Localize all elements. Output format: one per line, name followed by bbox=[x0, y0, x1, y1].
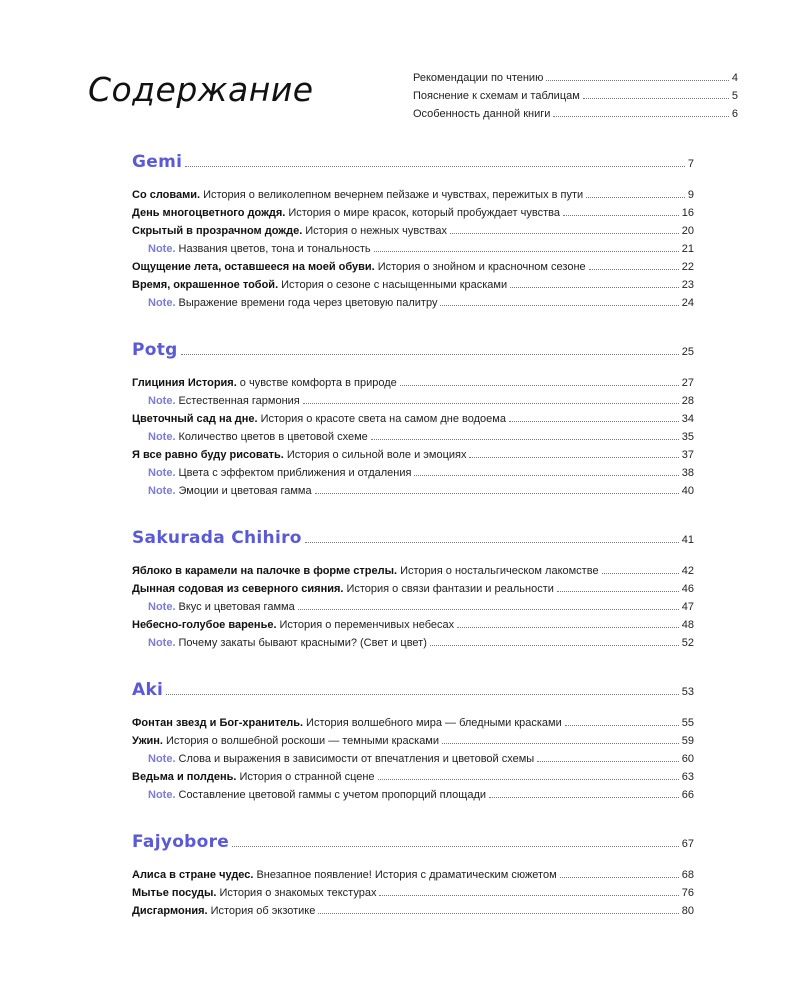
section-page: 67 bbox=[681, 838, 694, 850]
section-heading[interactable] bbox=[132, 680, 694, 710]
note-entry[interactable] bbox=[132, 482, 694, 500]
toc-section bbox=[132, 340, 694, 500]
entry-list bbox=[132, 714, 694, 804]
intro-item-page: 6 bbox=[731, 108, 738, 120]
entry-description: История о мире красок, который пробуждает чувства bbox=[288, 207, 560, 219]
toc-entry[interactable] bbox=[132, 410, 694, 428]
entry-title: Note. bbox=[148, 395, 176, 407]
note-entry[interactable] bbox=[132, 240, 694, 258]
dot-leader bbox=[400, 385, 679, 386]
entry-description: Естественная гармония bbox=[178, 395, 300, 407]
entry-title: Note. bbox=[148, 485, 176, 497]
entry-description: Названия цветов, тона и тональность bbox=[178, 243, 371, 255]
entry-description: Почему закаты бывают красными? (Свет и цвет) bbox=[178, 637, 427, 649]
entry-page: 42 bbox=[681, 565, 694, 577]
entry-description: История о красоте света на самом дне водоема bbox=[260, 413, 506, 425]
entry-title: Цветочный сад на дне. bbox=[132, 413, 258, 425]
toc-entry[interactable] bbox=[132, 258, 694, 276]
dot-leader bbox=[602, 573, 679, 574]
dot-leader bbox=[586, 197, 685, 198]
entry-page: 35 bbox=[681, 431, 694, 443]
section-name: Sakurada Chihiro bbox=[132, 528, 302, 548]
dot-leader bbox=[315, 493, 679, 494]
dot-leader bbox=[557, 591, 679, 592]
dot-leader bbox=[546, 80, 729, 81]
dot-leader bbox=[469, 457, 678, 458]
entry-description: История о знойном и красночном сезоне bbox=[377, 261, 586, 273]
entry-title: Алиса в стране чудес. bbox=[132, 869, 254, 881]
note-entry[interactable] bbox=[132, 598, 694, 616]
entry-page: 52 bbox=[681, 637, 694, 649]
toc-entry[interactable] bbox=[132, 714, 694, 732]
entry-description: Количество цветов в цветовой схеме bbox=[178, 431, 368, 443]
dot-leader bbox=[181, 354, 679, 355]
toc-entry[interactable] bbox=[132, 902, 694, 920]
entry-description: Составление цветовой гаммы с учетом пропорций площади bbox=[178, 789, 487, 801]
entry-description: История о нежных чувствах bbox=[305, 225, 447, 237]
entry-description: Вкус и цветовая гамма bbox=[178, 601, 295, 613]
entry-title: День многоцветного дождя. bbox=[132, 207, 286, 219]
entry-description: Слова и выражения в зависимости от впечатления и цветовой схемы bbox=[178, 753, 535, 765]
entry-title: Ведьма и полдень. bbox=[132, 771, 237, 783]
entry-description: Внезапное появление! История с драматическим сюжетом bbox=[256, 869, 557, 881]
entry-page: 21 bbox=[681, 243, 694, 255]
dot-leader bbox=[440, 305, 678, 306]
intro-item-page: 4 bbox=[731, 72, 738, 84]
toc-entry[interactable] bbox=[132, 276, 694, 294]
toc-entry[interactable] bbox=[132, 616, 694, 634]
dot-leader bbox=[185, 166, 685, 167]
dot-leader bbox=[560, 877, 679, 878]
entry-title: Дынная содовая из северного сияния. bbox=[132, 583, 344, 595]
note-entry[interactable] bbox=[132, 786, 694, 804]
entry-page: 27 bbox=[681, 377, 694, 389]
toc-section bbox=[132, 528, 694, 652]
entry-page: 38 bbox=[681, 467, 694, 479]
dot-leader bbox=[537, 761, 679, 762]
dot-leader bbox=[371, 439, 679, 440]
entry-page: 9 bbox=[687, 189, 694, 201]
note-entry[interactable] bbox=[132, 294, 694, 312]
entry-description: История об экзотике bbox=[210, 905, 316, 917]
dot-leader bbox=[166, 694, 679, 695]
dot-leader bbox=[489, 797, 679, 798]
dot-leader bbox=[298, 609, 679, 610]
dot-leader bbox=[583, 98, 729, 99]
entry-description: История о великолепном вечернем пейзаже и чувствах, пережитых в пути bbox=[203, 189, 584, 201]
section-page: 41 bbox=[681, 534, 694, 546]
entry-title: Дисгармония. bbox=[132, 905, 208, 917]
entry-page: 46 bbox=[681, 583, 694, 595]
entry-page: 34 bbox=[681, 413, 694, 425]
entry-title: Скрытый в прозрачном дожде. bbox=[132, 225, 303, 237]
section-page: 53 bbox=[681, 686, 694, 698]
toc-entry[interactable] bbox=[132, 204, 694, 222]
entry-page: 80 bbox=[681, 905, 694, 917]
entry-page: 40 bbox=[681, 485, 694, 497]
intro-item[interactable] bbox=[413, 69, 738, 87]
entry-title: Note. bbox=[148, 637, 176, 649]
entry-title: Фонтан звезд и Бог-хранитель. bbox=[132, 717, 304, 729]
entry-title: Яблоко в карамели на палочке в форме стрелы. bbox=[132, 565, 398, 577]
entry-description: История о переменчивых небесах bbox=[279, 619, 455, 631]
entry-page: 22 bbox=[681, 261, 694, 273]
toc-section bbox=[132, 680, 694, 804]
entry-description: Выражение времени года через цветовую палитру bbox=[178, 297, 438, 309]
entry-title: Время, окрашенное тобой. bbox=[132, 279, 279, 291]
section-heading[interactable] bbox=[132, 832, 694, 862]
entry-list bbox=[132, 374, 694, 500]
note-entry[interactable] bbox=[132, 464, 694, 482]
entry-page: 24 bbox=[681, 297, 694, 309]
entry-page: 28 bbox=[681, 395, 694, 407]
toc-entry[interactable] bbox=[132, 562, 694, 580]
section-name: Potg bbox=[132, 340, 178, 360]
entry-page: 48 bbox=[681, 619, 694, 631]
section-heading[interactable] bbox=[132, 340, 694, 370]
entry-page: 63 bbox=[681, 771, 694, 783]
toc-entry[interactable] bbox=[132, 732, 694, 750]
dot-leader bbox=[450, 233, 679, 234]
entry-title: Со словами. bbox=[132, 189, 201, 201]
toc-section bbox=[132, 832, 694, 920]
entry-title: Note. bbox=[148, 467, 176, 479]
toc-entry[interactable] bbox=[132, 186, 694, 204]
entry-description: о чувстве комфорта в природе bbox=[239, 377, 397, 389]
dot-leader bbox=[563, 215, 679, 216]
note-entry[interactable] bbox=[132, 750, 694, 768]
entry-description: История волшебного мира — бледными красками bbox=[306, 717, 562, 729]
entry-description: История о ностальгическом лакомстве bbox=[400, 565, 599, 577]
entry-description: Эмоции и цветовая гамма bbox=[178, 485, 312, 497]
note-entry[interactable] bbox=[132, 392, 694, 410]
toc-entry[interactable] bbox=[132, 374, 694, 392]
dot-leader bbox=[374, 251, 679, 252]
entry-list bbox=[132, 866, 694, 920]
intro-item[interactable] bbox=[413, 105, 738, 123]
dot-leader bbox=[457, 627, 679, 628]
entry-page: 23 bbox=[681, 279, 694, 291]
entry-description: История о волшебной роскоши — темными красками bbox=[165, 735, 440, 747]
entry-page: 68 bbox=[681, 869, 694, 881]
entry-description: История о сильной воле и эмоциях bbox=[286, 449, 467, 461]
toc-section bbox=[132, 152, 694, 312]
intro-item-label: Рекомендации по чтению bbox=[413, 72, 544, 84]
entry-title: Note. bbox=[148, 753, 176, 765]
dot-leader bbox=[553, 116, 728, 117]
entry-page: 66 bbox=[681, 789, 694, 801]
intro-item-page: 5 bbox=[731, 90, 738, 102]
entry-title: Я все равно буду рисовать. bbox=[132, 449, 284, 461]
entry-title: Note. bbox=[148, 789, 176, 801]
entry-title: Note. bbox=[148, 297, 176, 309]
entry-description: Цвета с эффектом приближения и отдаления bbox=[178, 467, 412, 479]
entry-list bbox=[132, 562, 694, 652]
entry-description: История о знакомых текстурах bbox=[219, 887, 377, 899]
intro-item-label: Особенность данной книги bbox=[413, 108, 551, 120]
entry-page: 16 bbox=[681, 207, 694, 219]
toc-entry[interactable] bbox=[132, 222, 694, 240]
entry-description: История о связи фантазии и реальности bbox=[346, 583, 554, 595]
toc-entry[interactable] bbox=[132, 866, 694, 884]
toc-entry[interactable] bbox=[132, 446, 694, 464]
dot-leader bbox=[442, 743, 679, 744]
entry-page: 37 bbox=[681, 449, 694, 461]
entry-page: 55 bbox=[681, 717, 694, 729]
entry-description: История о сезоне с насыщенными красками bbox=[281, 279, 508, 291]
entry-title: Глициния История. bbox=[132, 377, 237, 389]
note-entry[interactable] bbox=[132, 634, 694, 652]
entry-description: История о странной сцене bbox=[239, 771, 375, 783]
dot-leader bbox=[318, 913, 678, 914]
entry-page: 59 bbox=[681, 735, 694, 747]
dot-leader bbox=[414, 475, 678, 476]
dot-leader bbox=[509, 421, 679, 422]
dot-leader bbox=[510, 287, 679, 288]
intro-item-label: Пояснение к схемам и таблицам bbox=[413, 90, 580, 102]
section-heading[interactable] bbox=[132, 528, 694, 558]
entry-page: 47 bbox=[681, 601, 694, 613]
dot-leader bbox=[303, 403, 679, 404]
dot-leader bbox=[305, 542, 679, 543]
section-name: Gemi bbox=[132, 152, 183, 172]
note-entry[interactable] bbox=[132, 428, 694, 446]
entry-title: Мытье посуды. bbox=[132, 887, 217, 899]
entry-title: Note. bbox=[148, 431, 176, 443]
section-name: Aki bbox=[132, 680, 164, 700]
entry-list bbox=[132, 186, 694, 312]
entry-title: Ужин. bbox=[132, 735, 163, 747]
intro-item[interactable] bbox=[413, 87, 738, 105]
entry-title: Note. bbox=[148, 243, 176, 255]
dot-leader bbox=[232, 846, 679, 847]
entry-title: Небесно-голубое варенье. bbox=[132, 619, 277, 631]
dot-leader bbox=[379, 895, 678, 896]
entry-page: 76 bbox=[681, 887, 694, 899]
entry-page: 20 bbox=[681, 225, 694, 237]
dot-leader bbox=[378, 779, 679, 780]
dot-leader bbox=[430, 645, 679, 646]
section-page: 25 bbox=[681, 346, 694, 358]
page-title: Содержание bbox=[88, 70, 314, 109]
dot-leader bbox=[565, 725, 679, 726]
dot-leader bbox=[589, 269, 679, 270]
section-name: Fajyobore bbox=[132, 832, 230, 852]
toc-sections bbox=[132, 152, 694, 948]
section-heading[interactable] bbox=[132, 152, 694, 182]
section-page: 7 bbox=[687, 158, 694, 170]
entry-title: Note. bbox=[148, 601, 176, 613]
entry-title: Ощущение лета, оставшееся на моей обуви. bbox=[132, 261, 375, 273]
toc-entry[interactable] bbox=[132, 768, 694, 786]
toc-entry[interactable] bbox=[132, 580, 694, 598]
intro-list bbox=[413, 69, 738, 123]
entry-page: 60 bbox=[681, 753, 694, 765]
toc-entry[interactable] bbox=[132, 884, 694, 902]
